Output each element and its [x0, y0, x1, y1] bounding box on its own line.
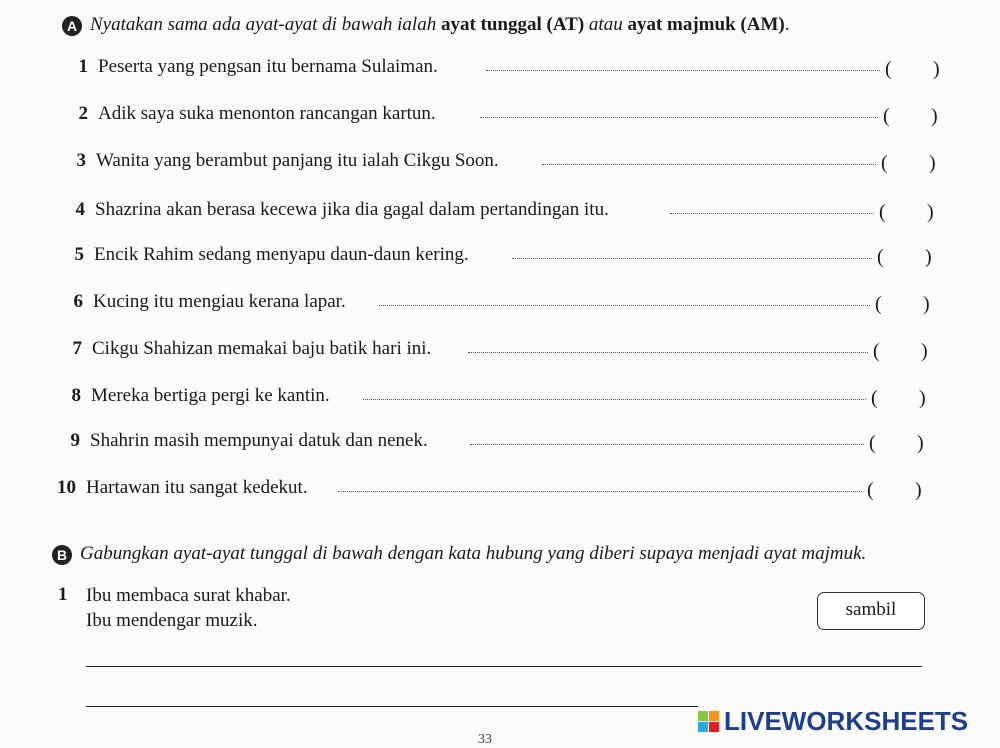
- question-number: 1: [78, 56, 88, 77]
- answer-bracket-open: (: [879, 201, 886, 223]
- question-text: Cikgu Shahizan memakai baju batik hari ini.: [92, 338, 432, 359]
- dotted-leader: [480, 117, 878, 118]
- answer-bracket-close: ): [923, 293, 930, 315]
- question-row-4: [57, 199, 940, 229]
- answer-bracket-open: (: [885, 58, 892, 80]
- answer-bracket-close: ): [921, 340, 928, 362]
- liveworksheets-logo-icon: [698, 711, 720, 733]
- answer-bracket-close: ): [917, 432, 924, 454]
- answer-input-9[interactable]: [879, 428, 917, 458]
- question-row-5: [56, 244, 940, 274]
- answer-bracket-open: (: [869, 432, 876, 454]
- question-text: Shazrina akan berasa kecewa jika dia gagal dalam pertandingan itu.: [95, 199, 609, 220]
- answer-input-7[interactable]: [883, 336, 921, 366]
- question-row-9: [52, 430, 940, 460]
- question-text: Kucing itu mengiau kerana lapar.: [93, 291, 346, 312]
- answer-input-8[interactable]: [881, 383, 919, 413]
- answer-bracket-open: (: [867, 479, 874, 501]
- question-number: 10: [57, 477, 76, 498]
- question-text: Adik saya suka menonton rancangan kartun.: [98, 103, 436, 124]
- brand-name: LIVEWORKSHEETS: [724, 706, 969, 736]
- answer-line-2[interactable]: [86, 706, 698, 707]
- answer-bracket-close: ): [925, 246, 932, 268]
- section-b-instruction: [52, 543, 866, 565]
- question-number: 2: [78, 103, 88, 124]
- question-number: 5: [74, 244, 84, 265]
- answer-bracket-open: (: [873, 340, 880, 362]
- section-b-question-number: 1: [58, 584, 68, 605]
- dotted-leader: [363, 399, 866, 400]
- dotted-leader: [468, 352, 868, 353]
- question-text: Peserta yang pengsan itu bernama Sulaiman.: [98, 56, 438, 77]
- answer-bracket-close: ): [927, 201, 934, 223]
- dotted-leader: [379, 305, 870, 306]
- answer-line-1[interactable]: [86, 666, 922, 667]
- answer-input-5[interactable]: [887, 242, 925, 272]
- dotted-leader: [486, 70, 880, 71]
- question-row-3: [58, 150, 940, 180]
- answer-input-3[interactable]: [891, 148, 929, 178]
- answer-bracket-close: ): [933, 58, 940, 80]
- question-row-6: [55, 291, 940, 321]
- question-text: Hartawan itu sangat kedekut.: [86, 477, 308, 498]
- section-a-instruction: [62, 14, 789, 36]
- question-number: 6: [73, 291, 83, 312]
- instruction-at: ayat tunggal (AT): [440, 14, 585, 35]
- question-row-10: [48, 477, 940, 507]
- section-b-badge: B: [52, 545, 72, 565]
- instruction-part-2: atau: [584, 14, 628, 35]
- conjunction-box: sambil: [817, 592, 925, 630]
- answer-input-4[interactable]: [889, 197, 927, 227]
- question-number: 4: [75, 199, 85, 220]
- dotted-leader: [542, 164, 876, 165]
- question-number: 7: [72, 338, 82, 359]
- answer-bracket-open: (: [875, 293, 882, 315]
- dotted-leader: [470, 444, 864, 445]
- instruction-end: .: [784, 14, 790, 35]
- question-row-2: [60, 103, 940, 133]
- answer-input-10[interactable]: [877, 475, 915, 505]
- section-b-sentence-2: Ibu mendengar muzik.: [86, 610, 258, 631]
- question-number: 9: [70, 430, 80, 451]
- question-text: Mereka bertiga pergi ke kantin.: [91, 385, 330, 406]
- answer-bracket-close: ): [931, 105, 938, 127]
- question-text: Wanita yang berambut panjang itu ialah Cikgu Soon.: [96, 150, 499, 171]
- answer-bracket-close: ): [929, 152, 936, 174]
- answer-input-2[interactable]: [893, 101, 931, 131]
- question-text: Shahrin masih mempunyai datuk dan nenek.: [90, 430, 428, 451]
- question-row-1: [60, 56, 940, 86]
- question-number: 3: [76, 150, 86, 171]
- liveworksheets-brand: [698, 706, 968, 736]
- section-a-badge: A: [62, 16, 82, 36]
- dotted-leader: [670, 213, 874, 214]
- section-b-sentence-1: Ibu membaca surat khabar.: [86, 585, 291, 606]
- instruction-am: ayat majmuk (AM): [627, 14, 785, 35]
- instruction-part-1: Nyatakan sama ada ayat-ayat di bawah ialah: [90, 14, 441, 35]
- answer-bracket-close: ): [915, 479, 922, 501]
- page-number: 33: [478, 732, 492, 747]
- question-row-7: [54, 338, 940, 368]
- answer-input-6[interactable]: [885, 289, 923, 319]
- question-row-8: [53, 385, 940, 415]
- answer-bracket-open: (: [871, 387, 878, 409]
- answer-bracket-close: ): [919, 387, 926, 409]
- section-b-instruction-text: Gabungkan ayat-ayat tunggal di bawah dengan kata hubung yang diberi supaya menjadi ayat majmuk.: [80, 543, 867, 564]
- question-number: 8: [71, 385, 81, 406]
- answer-input-1[interactable]: [895, 54, 933, 84]
- dotted-leader: [338, 491, 862, 492]
- answer-bracket-open: (: [877, 246, 884, 268]
- answer-bracket-open: (: [881, 152, 888, 174]
- dotted-leader: [512, 258, 872, 259]
- question-text: Encik Rahim sedang menyapu daun-daun kering.: [94, 244, 469, 265]
- answer-bracket-open: (: [883, 105, 890, 127]
